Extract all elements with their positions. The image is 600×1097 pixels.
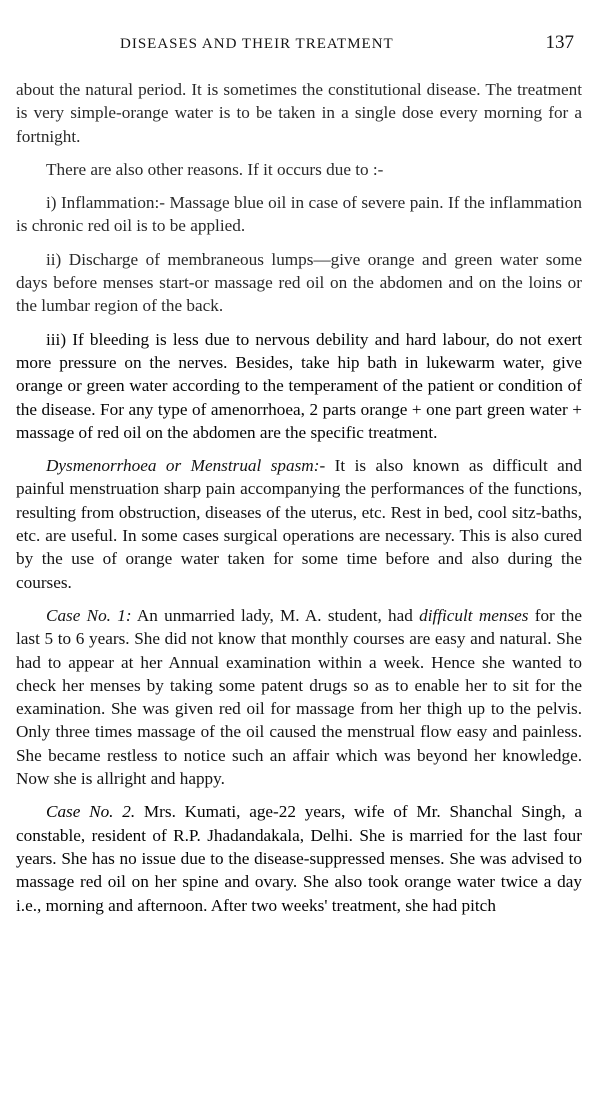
case-1-text-b: for the last 5 to 6 years. She did not know that monthly courses are easy and natural. She had to appear at her Annual examination within a week. Hence she wanted to check her menses by taking some patent drugs so as to enable her to sit for the examination. She was given red oil for massage from her thigh up to the pelvis. Only three times massage of the oil caused the menstrual flow easy and painless. She became restless to notice such an affair which was beyond her knowledge. Now she is allright and happy. xyxy=(16,605,583,789)
dysmenorrhoea-heading: Dysmenorrhoea or Menstrual spasm:- xyxy=(46,456,326,476)
paragraph-dysmenorrhoea xyxy=(16,454,582,594)
paragraph-nervous-debility: iii) If bleeding is less due to nervous debility and hard labour, do not exert more pressure on the nerves. Besides, take hip bath in lukewarm water, give orange or green water according to the temperament of the patient or condition of the disease. For any type of amenorrhoea, 2 parts orange + one part green water + massage of red oil on the abdomen are the specific treatment. xyxy=(16,329,582,442)
page-number: 137 xyxy=(545,32,574,53)
paragraph-inflammation: i) Inflammation:- Massage blue oil in case of severe pain. If the inflammation is chronic red oil is to be applied. xyxy=(16,193,582,236)
paragraph-case-2 xyxy=(16,800,582,916)
body-text xyxy=(16,78,582,917)
case-1-label: Case No. 1: xyxy=(46,605,132,625)
paragraph-case-1 xyxy=(16,604,582,790)
case-2-text: Mrs. Kumati, age-22 years, wife of Mr. Shanchal Singh, a constable, resident of R.P. Jhadandakala, Delhi. She is married for the last four years. She has no issue due to the disease-suppressed menses. She was advised to massage red oil on her spine and ovary. She also took orange water twice a day i.e., morning and afternoon. After two weeks' treatment, she had pitch xyxy=(16,802,583,915)
case-1-text-a: An unmarried lady, M. A. student, had xyxy=(131,605,420,625)
dysmenorrhoea-text: It is also known as difficult and painful menstruation sharp pain accompanying the performances of the functions, resulting from obstruction, diseases of the uterus, etc. Rest in bed, cool sitz-baths, etc. are useful. In some cases surgical operations are necessary. This is also cured by the use of orange water taken for some time before and also during the courses. xyxy=(16,456,582,592)
case-2-label: Case No. 2. xyxy=(46,802,136,822)
paragraph-other-reasons: There are also other reasons. If it occurs due to :- xyxy=(46,159,384,179)
paragraph-continuation: about the natural period. It is sometimes the constitutional disease. The treatment is very simple-orange water is to be taken in a single dose every morning for a fortnight. xyxy=(16,80,582,146)
book-page xyxy=(16,0,582,1097)
page-header xyxy=(16,0,582,78)
running-title: DISEASES AND THEIR TREATMENT xyxy=(120,36,394,52)
paragraph-membraneous-lumps: ii) Discharge of membraneous lumps—give orange and green water some days before menses start-or massage red oil on the abdomen and on the loins or the lumbar region of the back. xyxy=(16,249,582,316)
case-1-italic-phrase: difficult menses xyxy=(419,605,529,625)
